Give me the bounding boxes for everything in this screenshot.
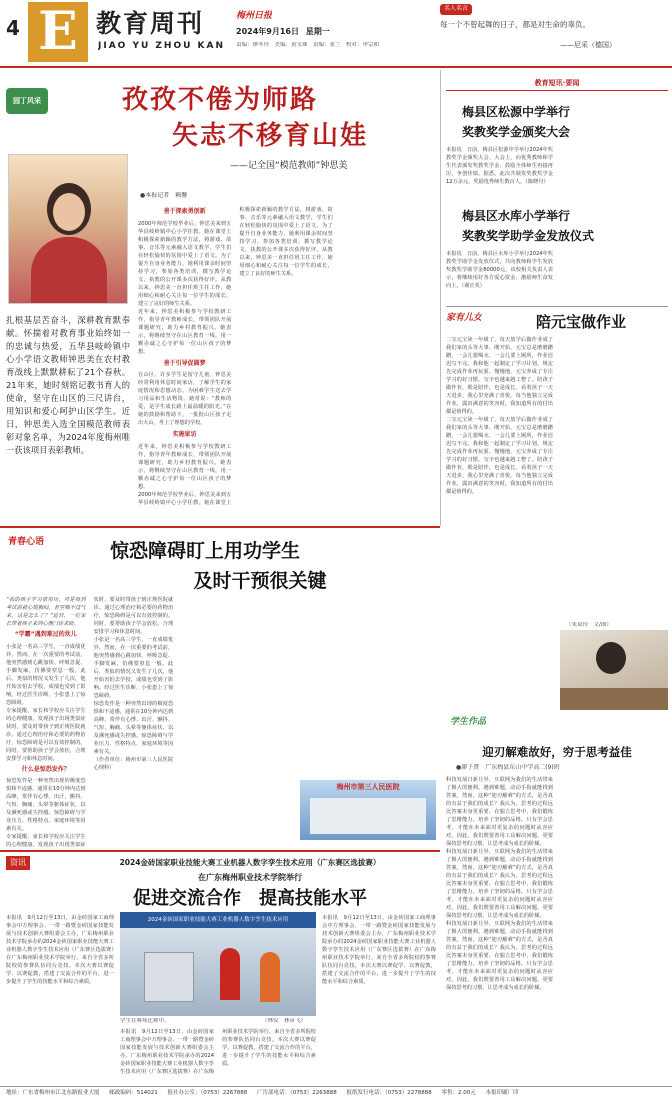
story2-rule — [0, 526, 440, 528]
hospital-ad-text: 梅州市第三人民医院 — [336, 783, 400, 791]
column2-byline: ●廖子贤 广东梅县东山中学高二(9)班 — [456, 764, 560, 771]
body-paragraph: 近年来，钟思美积极参与学校教研工作，指导青年教师成长，带领团队开展课题研究，助力乡村教育振兴。她表示，将继续坚守在山区教育一线，用一颗赤诚之心守护每一位山区孩子的梦想。 — [138, 444, 232, 491]
kicker-line2: 在广东梅州职业技术学院举行 — [198, 873, 302, 882]
brief1-headline-line2: 奖教奖学金颁奖大会 — [462, 125, 571, 139]
quote-author: ——尼采（德国） — [560, 41, 616, 49]
quote-badge: 名人名言 — [440, 4, 472, 15]
student-essay — [446, 716, 668, 1084]
story3-headline: 促进交流合作 提高技能水平 — [133, 888, 367, 909]
story-skills-competition — [0, 852, 440, 1084]
subhead-top-student: “学霸”遇到难过的坎儿 — [14, 631, 77, 638]
column2-headline: 迎刃解难故好，穷于思考益佳 — [482, 745, 632, 759]
body-paragraph: 惊恐发作是一种突然出现的极度恐惧和不适感，通常在10分钟内达到高峰，常伴有心悸、出汗、颤抖、气短、胸痛、头晕等躯体症状，以及濒死感或失控感。惊恐障碍与学业压力、性格特点、家庭环境等因素有关。 — [93, 701, 174, 755]
column-homework — [446, 306, 668, 712]
brief-shuiku — [446, 206, 668, 316]
story3-body-left: 本报讯 9月12日至13日，由金砖国家工商理事会中方理事会、一带一路暨金砖国家技能发展与技术创新大赛组委会主办，广东梅州职业技术学院承办的2024金砖国家职业技能大赛工业机器人数字孪生技术应用（广东赛区选拔赛）在广东梅州职业技术学院举行。来自全省多所院校的参赛队伍同台竞技。本次大赛以赛促学、以赛促教，搭建了交流合作的平台，进一步提升了学生的技能水平和综合素质。 — [6, 915, 114, 985]
brief2-headline-line2: 奖教奖学助学金发放仪式 — [462, 229, 595, 243]
body-paragraph: 小张是一名高三学生，一直成绩优异。然而，在一次重要的考试前，他突然感到心跳加快、呼吸急促、手脚发麻，仿佛要窒息一般。此后，类似的情况又发生了几次，他开始害怕去学校，成绩也受到了影响。经过医生诊断，小张患上了惊恐障碍。 — [93, 637, 174, 699]
headline-line2: 矢志不移育山娃 — [171, 121, 368, 151]
brief2-headline-line1: 梅县区水库小学举行 — [462, 209, 571, 223]
story2-headline-line1: 惊恐障碍盯上用功学生 — [110, 540, 301, 560]
paper-name: 梅州日报 — [236, 11, 273, 21]
author-note: （作者单位：梅州市第三人民医院心理科） — [93, 757, 174, 771]
body-paragraph: 在山区，许多学生是留守儿童。钟思美经常利用休息时间家访，了解学生的家庭情况和思想动态，为困难学生送去学习用品和生活物资。她常说：“教师的爱，是学生成长路上最温暖的阳光。”在她的鼓励和帮助下，一批批山区孩子走出大山，考上了理想的学校。 — [138, 372, 232, 427]
story3-body-bottom: 本报讯 9月12日至13日，由金砖国家工商理事会中方理事会、一带一路暨金砖国家技能发展与技术创新大赛组委会主办，广东梅州职业技术学院承办的2024金砖国家职业技能大赛工业机器人数字孪生技术应用（广东赛区选拔赛）在广东梅州职业技术学院举行。来自全省多所院校的参赛队伍同台竞技。本次大赛以赛促学、以赛促教，搭建了交流合作的平台，进一步提升了学生的技能水平和综合素质。 — [120, 1029, 316, 1075]
masthead-pinyin: JIAO YU ZHOU KAN — [98, 41, 226, 51]
headline-line1: 孜孜不倦为师路 — [121, 85, 318, 115]
body-paragraph: 专家提醒，家长和学校应关注学生的心理健康，发现孩子出现类似症状时，要及时带孩子到正规医院就诊。通过心理治疗和必要的药物治疗，惊恐障碍是可以有效控制的。同时，要帮助孩子学会放松，合理安排学习和休息时间。 — [6, 707, 86, 762]
teacher-portrait — [8, 154, 128, 304]
body-paragraph: 专家提醒，家长和学校应关注学生的心理健康，发现孩子出现类似症状时，要及时带孩子到正规医院就诊。通过心理治疗和必要的药物治疗，惊恐障碍是可以有效控制的。同时，要帮助孩子学会放松，合理安排学习和休息时间。 — [6, 597, 174, 849]
brief1-headline-line1: 梅县区松源中学举行 — [462, 105, 571, 119]
subhead-panic-attack: 什么是惊恐发作？ — [21, 765, 70, 773]
footer-office: 报社办公室：（0753）2267888 — [167, 1090, 248, 1096]
brief1-body: 本报讯 日前，梅县区松源中学举行2024年奖教奖学金颁奖大会。大会上，向优秀教师和学生代表颁发奖教奖学金，鼓励全体师生再接再厉，争创佳绩。据悉，此次共颁发奖教奖学金12万余元，奖励优秀师生数百人。（陈晓丹） — [446, 147, 553, 185]
hospital-ad — [300, 780, 436, 840]
kicker-line1: 2024金砖国家职业技能大赛工业机器人数字孪生技术应用（广东赛区选拔赛） — [119, 858, 381, 867]
section-tag-news: 教育短讯·要闻 — [446, 78, 668, 91]
competition-banner: 2024金砖国家职业技能大赛工业机器人数字孪生技术应用 — [120, 912, 316, 928]
body-paragraph: 小张是一名高三学生，一直成绩优异。然而，在一次重要的考试前，他突然感到心跳加快、呼吸急促、手脚发麻，仿佛要窒息一般。此后，类似的情况又发生了几次，他开始害怕去学校，成绩也受到了影响。经过医生诊断，小张患上了惊恐障碍。 — [6, 643, 86, 706]
weekday: 星期一 — [305, 27, 330, 36]
brief2-body: 本报讯 日前，梅县区水库小学举行2024年奖教奖学助学金发放仪式，共向教师和学生发放奖教奖学助学金80000元。该校相关负责人表示，将继续用好各方爱心资金，激励师生奋发向上。（谢正英） — [446, 251, 553, 289]
subhead-home-visit: 实施家访 — [172, 431, 197, 439]
issue-date — [236, 26, 330, 38]
section-tag-youth: 青春心语 — [8, 537, 45, 547]
robot-station — [144, 952, 194, 1002]
masthead-title: 教育周刊 — [96, 9, 205, 38]
story3-byline: （林仪 林彦飞） — [262, 1018, 307, 1024]
subhead-innovation: 善于探索勇创新 — [163, 208, 206, 215]
section-rule — [446, 306, 668, 307]
competition-photo — [120, 912, 316, 1016]
masthead — [0, 0, 672, 68]
masthead-rule — [0, 66, 672, 68]
subhead-guidance: 善于引导促圆梦 — [163, 359, 206, 367]
body-paragraph: 2000年师范学校毕业后，钟思美来到五华县岐岭镇中心小学任教。她在课堂上积极探索新颖的教学方法，将游戏、故事、音乐等元素融入语文教学，学生们在轻松愉快的氛围中爱上了语文。为了提升自身业务能力，她利用课余时间坚持学习，参加各类培训，撰写教学论文，执教的公开课多次获得好评。从教以来，钟思美一直担任班主任工作，她用细心和耐心关注每一位学生的成长，建立了良好的师生关系。 — [138, 220, 232, 307]
photo-caption: 学生在赛场比赛中。 — [120, 1018, 170, 1024]
byline: ●本报记者 赖馨 — [140, 192, 188, 199]
story3-body-right: 本报讯 9月12日至13日，由金砖国家工商理事会中方理事会、一带一路暨金砖国家技能发展与技术创新大赛组委会主办，广东梅州职业技术学院承办的2024金砖国家职业技能大赛工业机器人数字孪生技术应用（广东赛区选拔赛）在广东梅州职业技术学院举行。来自全省多所院校的参赛队伍同台竞技。本次大赛以赛促学、以赛促教，搭建了交流合作的平台，进一步提升了学生的技能水平和综合素质。 — [322, 915, 436, 985]
desk — [560, 688, 668, 710]
section-tag-info: 资讯 — [6, 856, 30, 870]
section-letter-logo: E — [28, 2, 88, 62]
footer-postcode: 邮政编码：514021 — [109, 1090, 158, 1096]
contestant-figure — [260, 952, 280, 1002]
child-homework-photo — [560, 630, 668, 710]
footer-distribution: 报纸发行电话：（0753）2278888 — [346, 1090, 432, 1096]
portrait-body — [31, 237, 107, 304]
subheadline: ——记全国“模范教师”钟思美 — [230, 161, 348, 171]
main-body — [138, 206, 434, 512]
portrait-face — [53, 193, 85, 231]
section-tag-student: 学生作品 — [450, 717, 487, 727]
brief-songyuan — [446, 72, 668, 204]
hospital-building — [310, 798, 426, 834]
body-paragraph: 2000年师范学校毕业后，钟思美来到五华县岐岭镇中心小学任教。她在课堂上积极探索新颖的教学方法，将游戏、故事、音乐等元素融入语文教学，学生们在轻松愉快的氛围中爱上了语文。为了提升自身业务能力，她利用课余时间坚持学习，参加各类培训，撰写教学论文，执教的公开课多次获得好评。从教以来，钟思美一直担任班主任工作，她用细心和耐心关注每一位学生的成长，建立了良好的师生关系。 — [138, 207, 333, 507]
column1-byline: （朱双玲 文/图） — [566, 622, 612, 628]
column2-body: 科技发展日新月异，互联网为我们的生活带来了极大的便利。遇到难题，动动手指就能找到答案。然而，这种“迎刃解难”的方式，是否真的有益于我们的成长？我认为，思考的过程远比答案本身更重要。在独立思考中，我们锻炼了思维能力，培养了坚韧的品格。只有学会思考，才能在未来面对更复杂的问题时从容应对。因此，我们既要善用工具解决问题，更要保持思考的习惯，让思考成为成长的阶梯。 科技发展日新月异，互联网为我们的生活带来了极大的便利。遇到难题，动动手指就能找到答案。然而，这种“迎刃解难”的方式，是否真的有益于我们的成长？我认为，思考的过程远比答案本身更重要。在独立思考中，我们锻炼了思维能力，培养了坚韧的品格。只有学会思考，才能在未来面对更复杂的问题时从容应对。因此，我们既要善用工具解决问题，更要保持思考的习惯，让思考成为成长的阶梯。 科技发展日新月异，互联网为我们的生活带来了极大的便利。遇到难题，动动手指就能找到答案。然而，这种“迎刃解难”的方式，是否真的有益于我们的成长？我认为，思考的过程远比答案本身更重要。在独立思考中，我们锻炼了思维能力，培养了坚韧的品格。只有学会思考，才能在未来面对更复杂的问题时从容应对。因此，我们既要善用工具解决问题，更要保持思考的习惯，让思考成为成长的阶梯。 — [446, 777, 553, 991]
lead-italic: “我的孩子学习很用功，可是每到考试前就心慌胸闷，甚至喘不过气来，这是怎么了？”近日，一位家长带着孩子来到心理门诊求助。 — [6, 597, 86, 627]
story-model-teacher — [0, 70, 438, 520]
date: 2024年9月16日 — [236, 27, 299, 36]
section-tag-gardener: 园丁风采 — [6, 88, 48, 114]
footer-ads: 广告部电话：（0753）2263888 — [257, 1090, 337, 1096]
page-number: 4 — [6, 16, 20, 40]
lead-sidebar: 扎根基层苦奋斗，深耕教育默奉献。怀揣着对教育事业始终如一的忠诚与热爱，五华县岐岭镇中心小学语文教师钟思美在农村教育战线上默默耕耘了21个春秋。21年来，她时刻铭记教书育人的使命，坚守在山区的三尺讲台，用知识和爱心呵护山区学生。近日，钟思美入选全国模范教师表彰对象名单，为2024年度梅州唯一获该项目表彰教师。 — [6, 315, 130, 455]
footer-price: 零售：2.00元 — [441, 1090, 476, 1096]
famous-quote: 每一个不曾起舞的日子，都是对生命的辜负。 — [440, 20, 590, 29]
story2-headline-line2: 及时干预很关键 — [193, 570, 327, 592]
body-paragraph: 惊恐发作是一种突然出现的极度恐惧和不适感，通常在10分钟内达到高峰，常伴有心悸、出汗、颤抖、气短、胸痛、头晕等躯体症状，以及濒死感或失控感。惊恐障碍与学业压力、性格特点、家庭环境等因素有关。 — [6, 778, 86, 833]
contestant-figure — [220, 948, 240, 1000]
headline-line1-box — [110, 538, 300, 560]
child-figure — [596, 642, 626, 674]
footer — [0, 1086, 672, 1100]
body-paragraph: 近年来，钟思美积极参与学校教研工作，指导青年教师成长，带领团队开展课题研究，助力乡村教育振兴。她表示，将继续坚守在山区教育一线，用一颗赤诚之心守护每一位山区孩子的梦想。 — [138, 308, 232, 355]
editors-line: 责编：廖冬玲 美编：黄宝珠 责编：张兰 校对：申宗和 — [236, 42, 380, 48]
column1-body: 二宝元宝读一年级了，每天放学后做作业成了我们家的头等大事。刚开始，元宝总是磨磨蹭蹭，一会儿要喝水，一会儿要上厕所，作业迟迟写不完。我和他一起制定了学习计划，规定先完成作业再玩耍。慢慢地，元宝养成了专注学习的好习惯，写字也越来越工整了。陪孩子做作业，既是陪伴，也是成长。看着孩子一天天进步，我心里充满了喜悦。每当他独立完成作业，露出满意的笑容时，我知道所有的付出都是值得的。 二宝元宝读一年级了，每天放学后做作业成了我们家的头等大事。刚开始，元宝总是磨磨蹭蹭，一会儿要喝水，一会儿要上厕所，作业迟迟写不完。我和他一起制定了学习计划，规定先完成作业再玩耍。慢慢地，元宝养成了专注学习的好习惯，写字也越来越工整了。陪孩子做作业，既是陪伴，也是成长。看着孩子一天天进步，我心里充满了喜悦。每当他独立完成作业，露出满意的笑容时，我知道所有的付出都是值得的。 — [446, 337, 553, 495]
footer-printer: 本报印刷厂印 — [485, 1090, 519, 1096]
section-tag-family: 家有儿女 — [446, 313, 483, 323]
footer-address: 地址：广东省梅州市江北东路报业大厦 — [6, 1090, 100, 1096]
column1-headline: 陪元宝做作业 — [535, 313, 626, 331]
column-divider — [440, 70, 441, 526]
